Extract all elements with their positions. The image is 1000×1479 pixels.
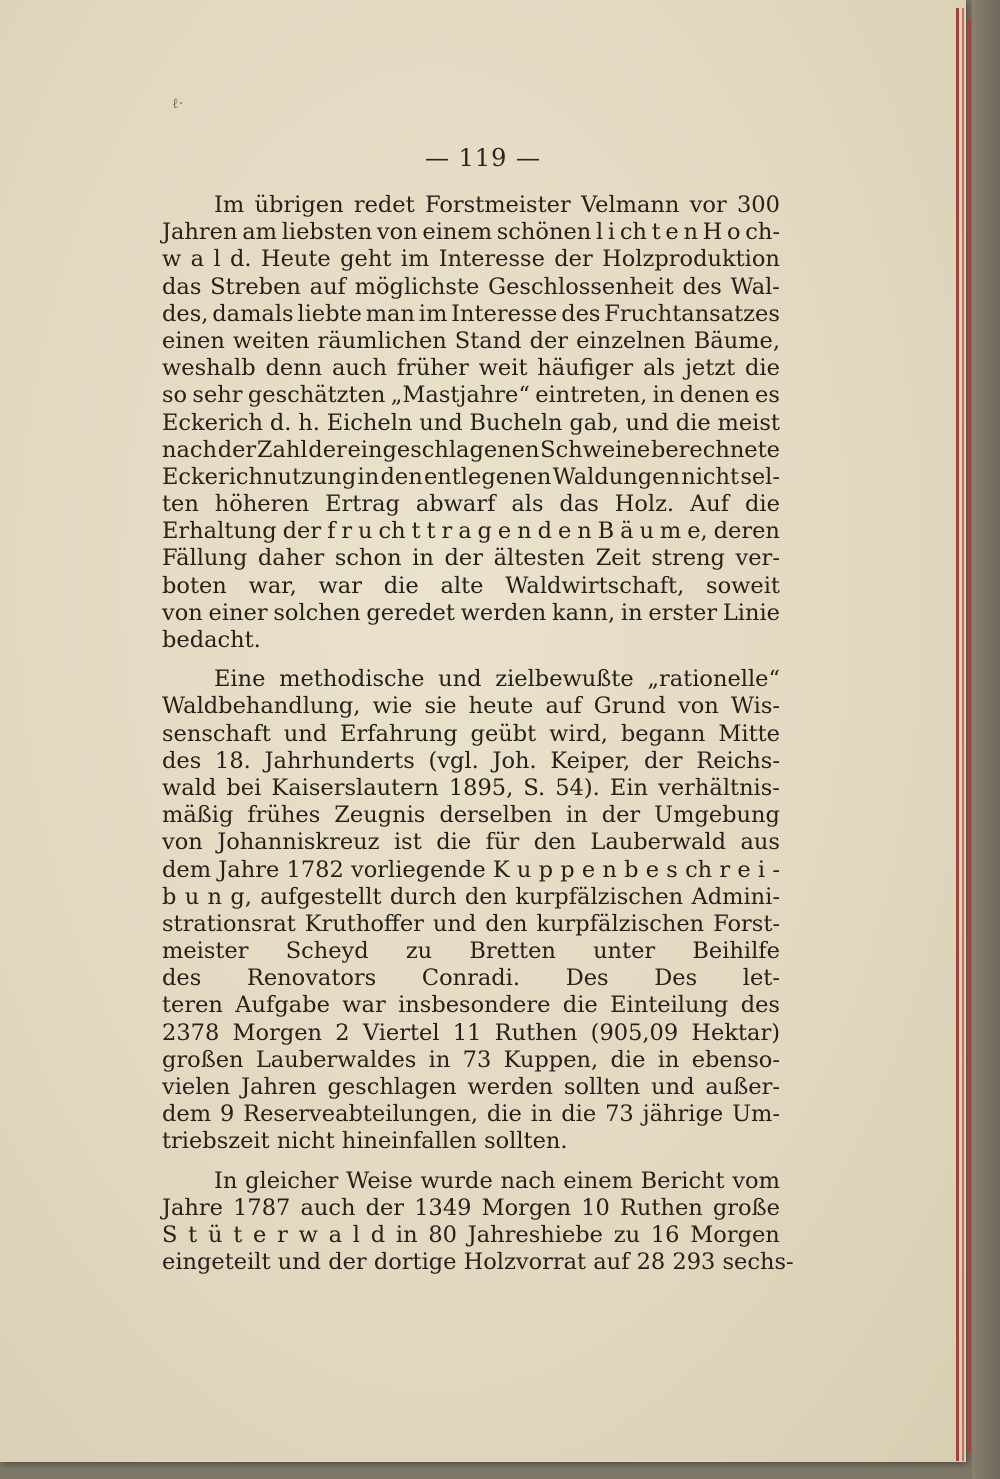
red-page-edge <box>956 8 959 1461</box>
corner-mark: ℓ· <box>172 96 184 112</box>
text-line: teren Aufgabe war insbesondere die Einteilung des <box>162 992 780 1019</box>
text-line: des Renovators Conradi. Des Des let- <box>162 965 780 992</box>
text-line: eingeteilt und der dortige Holzvorrat auf 28 293 sechs- <box>162 1249 794 1276</box>
text-line: dem 9 Reserveabteilungen, die in die 73 jährige Um- <box>162 1101 780 1128</box>
text-line: das Streben auf möglichste Geschlossenheit des Wal- <box>162 273 780 300</box>
paragraph-gap <box>162 654 780 666</box>
text-line: wald bei Kaiserslautern 1895, S. 54). Ein verhältnis- <box>162 774 780 801</box>
text-line: Im übrigen redet Forstmeister Velmann vor 300 <box>214 192 780 218</box>
text-line: des 18. Jahrhunderts (vgl. Joh. Keiper, der Reichs- <box>162 747 780 774</box>
text-line: triebszeit nicht hineinfallen sollten. <box>162 1128 568 1155</box>
text-line: 2378 Morgen 2 Viertel 11 Ruthen (905,09 Hektar) <box>162 1019 780 1046</box>
text-line: meister Scheyd zu Bretten unter Beihilfe <box>162 938 780 965</box>
text-line: Jahre 1787 auch der 1349 Morgen 10 Ruthen große <box>162 1194 780 1221</box>
red-page-edge <box>968 20 971 1453</box>
text-line: mäßig frühes Zeugnis derselben in der Umgebung <box>162 802 780 829</box>
text-line: dem Jahre 1782 vorliegende K u p p e n b e s ch r e i - <box>162 856 780 883</box>
text-line: einen weiten räumlichen Stand der einzelnen Bäume, <box>162 327 780 354</box>
text-line: weshalb denn auch früher weit häufiger als jetzt die <box>162 355 780 382</box>
text-line: großen Lauberwaldes in 73 Kuppen, die in ebenso- <box>162 1046 780 1073</box>
red-page-edge <box>962 8 964 1461</box>
text-line: ten höheren Ertrag abwarf als das Holz. Auf die <box>162 491 780 518</box>
text-line: Eckerichnutzung in den entlegenen Waldungen nicht sel- <box>162 463 780 490</box>
paragraph-gap <box>162 1156 780 1168</box>
text-line: so sehr geschätzten „Mastjahre“ eintreten, in denen es <box>162 382 780 409</box>
text-line: von einer solchen geredet werden kann, in erster Linie <box>162 599 780 626</box>
text-line: nach der Zahl der eingeschlagenen Schweine berechnete <box>162 436 780 463</box>
text-line: vielen Jahren geschlagen werden sollten und außer- <box>162 1074 780 1100</box>
text-line: w a l d. Heute geht im Interesse der Holzproduktion <box>162 246 780 273</box>
text-line: des, damals liebte man im Interesse des Fruchtansatzes <box>162 300 780 327</box>
book-binding <box>972 0 1000 1479</box>
text-line: b u n g, aufgestellt durch den kurpfälzischen Admini- <box>162 883 780 910</box>
page-number: — 119 — <box>424 144 542 172</box>
text-line: strationsrat Kruthoffer und den kurpfälzischen Forst- <box>162 910 780 937</box>
text-line: von Johanniskreuz ist die für den Lauberwald aus <box>162 829 780 856</box>
text-line: In gleicher Weise wurde nach einem Bericht vom <box>214 1167 780 1194</box>
text-line: Fällung daher schon in der ältesten Zeit streng ver- <box>162 545 780 572</box>
text-line: Eckerich d. h. Eicheln und Bucheln gab, und die meist <box>162 409 780 436</box>
text-line: bedacht. <box>162 627 261 653</box>
body-text <box>162 192 794 1276</box>
text-line: Eine methodische und zielbewußte „rationelle“ <box>214 666 780 693</box>
text-line: Jahren am liebsten von einem schönen l i ch t e n H o ch- <box>162 219 780 246</box>
text-line: Erhaltung der f r u ch t t r a g e n d e n B ä u m e, deren <box>162 518 780 545</box>
text-line: boten war, war die alte Waldwirtschaft, soweit <box>162 572 780 599</box>
text-line: Waldbehandlung, wie sie heute auf Grund von Wis- <box>162 693 780 720</box>
text-line: senschaft und Erfahrung geübt wird, begann Mitte <box>162 720 780 747</box>
text-line: S t ü t e r w a l d in 80 Jahreshiebe zu 16 Morgen <box>162 1221 780 1248</box>
